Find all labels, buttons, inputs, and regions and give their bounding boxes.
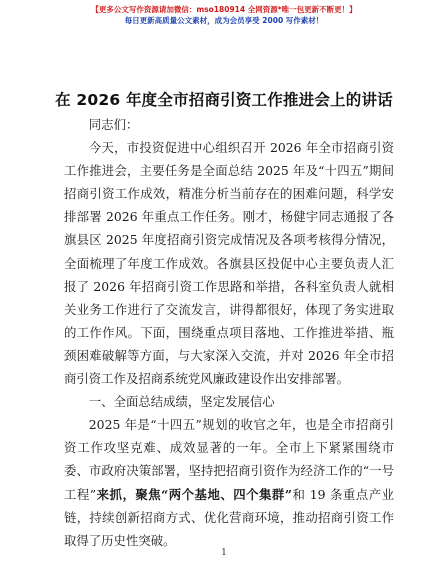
paragraph-intro: 今天，市投资促进中心组织召开 2026 年全市招商引资工作推进会，主要任务是全面总结 2025 年及“十四五”期间招商引资工作成效，精准分析当前存在的困难问题，科学安排部署 2026 年重点工作任务。刚才，杨健宇同志通报了各旗县区 2025 年度招商引资完成情况及各项考核得分情况，全面梳理了年度工作成效。各旗县区投促中心主要负责人汇报了 2026 年招商引资工作思路和举措，各科室负责人就相关业务工作进行了交流发言，讲得都很好，体现了务实进取的工作作风。下面，围绕重点项目落地、工作推进举措、瓶颈困难破解等方面，与大家深入交流，并对 2026 年全市招商引资工作及招商系统党风廉政建设作出安排部署。	[64, 140, 394, 387]
paragraph-summary-text-1: 2025 年是“十四五”规划的收官之年，也是全市招商引资工作攻坚克难、成效显著的一年。全市上下紧紧围绕市委、市政府决策部署，坚持把招商引资作为经济工作的“一号工程”	[64, 417, 394, 502]
promo-banner-line1: 【更多公文写作资源请加微信：mso180914 全网资源*唯一包更新不断更！】	[91, 5, 357, 14]
promo-banner	[0, 4, 448, 26]
salutation: 同志们：	[88, 117, 139, 132]
page-number: 1	[221, 548, 227, 558]
paragraph-summary	[64, 413, 394, 552]
document-body	[64, 113, 394, 552]
document-title: 在 2026 年度全市招商引资工作推进会上的讲话	[55, 91, 393, 109]
paragraph-summary-text-2: 和 19 条重点产业链，持续创新招商方式、优化营商环境，推动招商引资工作取得了历史性突破。	[64, 486, 394, 548]
paragraph-summary-bold: 来抓，聚焦“两个基地、四个集群”	[96, 486, 292, 502]
section-heading-1: 一、全面总结成绩，坚定发展信心	[88, 394, 275, 410]
promo-banner-line2: 每日更新高质量公文素材，成为会员享受 2000 写作素材！	[124, 16, 324, 25]
